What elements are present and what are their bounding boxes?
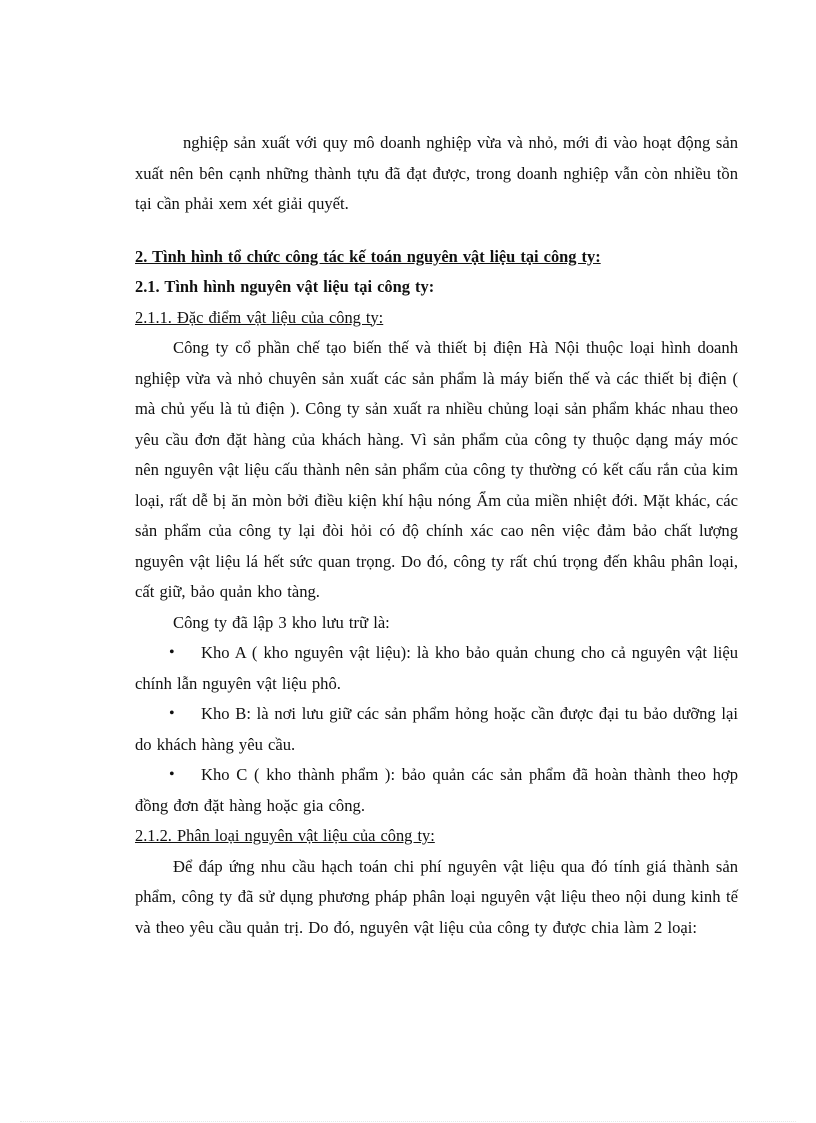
intro-paragraph: nghiệp sản xuất với quy mô doanh nghiệp vừa và nhỏ, mới đi vào hoạt động sản xuất nên bên cạnh những thành tựu đã đạt được, trong doanh nghiệp vẫn còn nhiều tồn tại cần phải xem xét giải quyết. — [135, 133, 738, 213]
section-2-1-heading: 2.1. Tình hình nguyên vật liệu tại công ty: — [135, 277, 435, 296]
warehouse-list-item — [135, 699, 738, 760]
warehouse-list-item — [135, 638, 738, 699]
section-2-heading-line — [135, 242, 738, 273]
warehouse-list-item — [135, 760, 738, 821]
bullet-icon: • — [169, 705, 175, 722]
warehouses-intro-paragraph: Công ty đã lập 3 kho lưu trữ là: — [173, 612, 390, 632]
section-2-1-2-heading-line — [135, 821, 738, 852]
bullet-icon: • — [169, 644, 175, 661]
section-2-1-heading-line — [135, 272, 738, 303]
warehouse-a-text: Kho A ( kho nguyên vật liệu): là kho bảo quản chung cho cả nguyên vật liệu chính lẫn nguyên vật liệu phô. — [135, 643, 738, 693]
document-page — [135, 128, 738, 943]
section-gap — [135, 220, 738, 242]
company-description-paragraph: Công ty cổ phần chế tạo biến thế và thiết bị điện Hà Nội thuộc loại hình doanh nghiệp vừa và nhỏ chuyên sản xuất các sản phẩm là máy biến thế và các thiết bị điện ( mà chủ yếu là tủ điện ). Công ty sản xuất ra nhiều chủng loại sản phẩm khác nhau theo yêu cầu đơn đặt hàng của khách hàng. Vì sản phẩm của công ty thuộc dạng máy móc nên nguyên vật liệu cấu thành nên sản phẩm của công ty thường có kết cấu rắn của kim loại, rất dễ bị ăn mòn bởi điều kiện khí hậu nóng Ẩm của miền nhiệt đới. Mặt khác, các sản phẩm của công ty lại đòi hỏi có độ chính xác cao nên việc đảm bảo chất lượng nguyên vật liệu lá hết sức quan trọng. Do đó, công ty rất chú trọng đến khâu phân loại, cất giữ, bảo quản kho tàng. — [135, 338, 738, 601]
section-2-1-2-heading: 2.1.2. Phân loại nguyên vật liệu của công ty: — [135, 826, 435, 845]
warehouse-b-text: Kho B: là nơi lưu giữ các sản phẩm hỏng hoặc cần được đại tu bảo dưỡng lại do khách hàng yêu cầu. — [135, 704, 738, 754]
section-2-1-1-heading: 2.1.1. Đặc điểm vật liệu của công ty: — [135, 307, 384, 327]
section-2-heading: 2. Tình hình tổ chức công tác kế toán nguyên vật liệu tại công ty: — [135, 246, 601, 266]
warehouse-c-text: Kho C ( kho thành phẩm ): bảo quản các sản phẩm đã hoàn thành theo hợp đồng đơn đặt hàng hoặc gia công. — [135, 765, 738, 815]
page-bottom-border — [20, 1121, 796, 1122]
section-2-1-1-heading-line — [135, 303, 738, 334]
bullet-icon: • — [169, 766, 175, 783]
classification-paragraph: Để đáp ứng nhu cầu hạch toán chi phí nguyên vật liệu qua đó tính giá thành sản phẩm, công ty đã sử dụng phương pháp phân loại nguyên vật liệu theo nội dung kinh tế và theo yêu cầu quản trị. Do đó, nguyên vật liệu của công ty được chia làm 2 loại: — [135, 856, 738, 937]
